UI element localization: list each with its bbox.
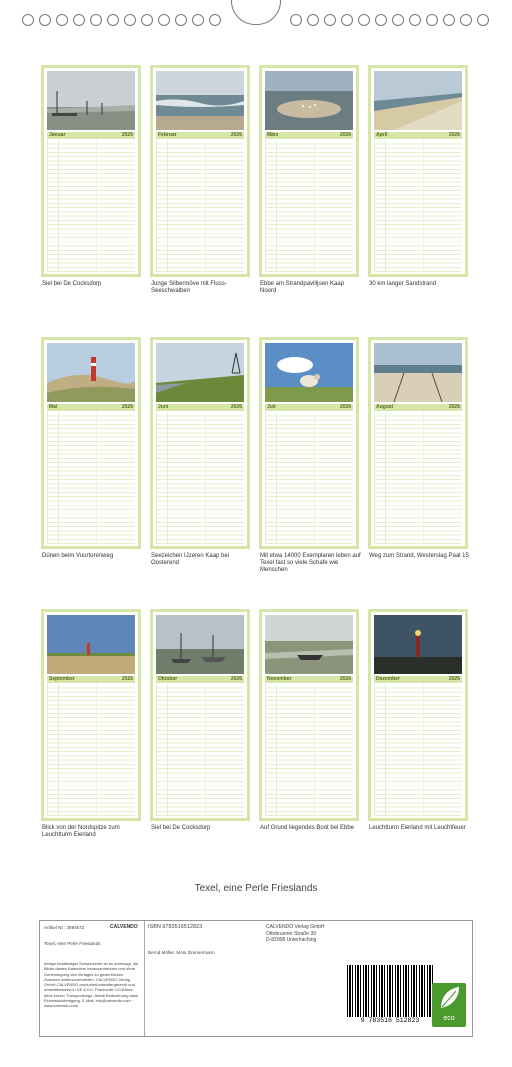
month-year: 2026: [121, 676, 133, 682]
publisher-line-1: CALVENDO Verlag GmbH: [266, 924, 325, 930]
month-card: [259, 337, 359, 549]
short-title: Texel, eine Perle Frieslands: [44, 941, 101, 946]
barcode: [347, 965, 433, 1025]
calvendo-logo: CALVENDO: [110, 924, 138, 930]
month-photo: [374, 343, 462, 402]
day-grid: [374, 140, 462, 272]
binding-holes: [0, 14, 512, 28]
month-header: [374, 404, 462, 411]
month-header: [47, 404, 135, 411]
leaf-icon: [432, 983, 466, 1013]
day-grid: [156, 140, 244, 272]
month-card: [41, 609, 141, 821]
eco-badge: [432, 983, 466, 1027]
binding-hole: [22, 14, 34, 26]
month-name: Juli: [267, 404, 276, 410]
photo-caption: Mit etwa 14000 Exemplaren leben auf Texel fast so viele Schafe wie Menschen: [260, 553, 361, 573]
day-grid: [374, 684, 462, 816]
month-header: [47, 676, 135, 683]
binding-hole: [107, 14, 119, 26]
binding-hole: [90, 14, 102, 26]
publisher-line-2: Ottobrunner Straße 39: [266, 930, 317, 937]
month-name: Januar: [49, 132, 66, 138]
photo-caption: Siel bei De Cocksdorp: [151, 825, 211, 831]
binding-hole: [341, 14, 353, 26]
month-photo: [156, 343, 244, 402]
month-photo: [47, 71, 135, 130]
legal-note: Infolge beständiger Schutzrechte ist es untersagt, die Bilder dieses Kalenders herauszutrennen und ohne Genehmigung des Verlages zu gewerblichen Zwecken weiterzuverwerten. CALVENDO Verlag GmbH CALVENDO produziert kalendergerecht und umweltbewusst in DE & EU. Prachvolle CO-Bilanz dank kurzer Transportwege. Abfall-Reduzierung dank Einzelstückfertigung. E-Mail: info@calvendo.com · www.calvendo.com: [44, 961, 139, 1009]
day-grid: [265, 684, 353, 816]
binding-hole: [460, 14, 472, 26]
photo-caption: Seezeichen IJzeren Kaap bei Oosterend: [151, 553, 230, 566]
binding-hole: [141, 14, 153, 26]
month-photo: [47, 615, 135, 674]
month-name: Oktober: [158, 676, 178, 682]
month-name: März: [267, 132, 279, 138]
binding-hole: [477, 14, 489, 26]
month-header: [156, 132, 244, 139]
binding-hole: [392, 14, 404, 26]
month-name: August: [376, 404, 394, 410]
hanger-hook: [231, 0, 281, 25]
month-header: [374, 676, 462, 683]
month-name: Mai: [49, 404, 58, 410]
binding-hole: [158, 14, 170, 26]
month-year: 2026: [339, 404, 351, 410]
photo-caption: Blick von der Nordspitze zum Leuchtturm Eierland: [42, 825, 120, 838]
month-card: [150, 609, 250, 821]
photo-caption: Dünen beim Vuurtorenweg: [42, 553, 114, 559]
month-card: [368, 337, 468, 549]
month-name: September: [49, 676, 75, 682]
barcode-bars: [347, 965, 433, 1017]
month-card: [150, 337, 250, 549]
day-grid: [374, 412, 462, 544]
month-card: [150, 65, 250, 277]
month-year: 2026: [448, 404, 460, 410]
month-photo: [265, 615, 353, 674]
month-year: 2026: [230, 404, 242, 410]
photo-caption: Leuchtturm Eierland mit Leuchtfeuer: [369, 825, 466, 831]
binding-hole: [209, 14, 221, 26]
month-year: 2026: [339, 132, 351, 138]
day-grid: [47, 412, 135, 544]
publisher-line-3: D-82008 Unterhaching: [266, 937, 317, 943]
month-header: [265, 676, 353, 683]
eco-label: eco: [443, 1015, 455, 1022]
month-header: [265, 132, 353, 139]
isbn: ISBN 9783516512823: [148, 924, 203, 930]
month-header: [374, 132, 462, 139]
binding-hole: [175, 14, 187, 26]
month-card: [259, 65, 359, 277]
photo-caption: Auf Grund liegendes Boot bei Ebbe: [260, 825, 355, 831]
barcode-number: 9 783516 512823: [360, 1017, 420, 1024]
month-name: Februar: [158, 132, 177, 138]
authors: Bernd Müller, Moni Zimmermann: [148, 950, 215, 955]
photo-caption: Junge Silbermöve mit Fluss-Seeschwalben: [151, 281, 227, 294]
binding-hole: [73, 14, 85, 26]
month-photo: [156, 615, 244, 674]
month-year: 2026: [230, 676, 242, 682]
binding-hole: [426, 14, 438, 26]
binding-hole: [443, 14, 455, 26]
calendar-title: Texel, eine Perle Frieslands: [194, 883, 318, 894]
month-photo: [265, 71, 353, 130]
day-grid: [265, 140, 353, 272]
binding-hole: [358, 14, 370, 26]
photo-caption: Ebbe am Strandpavilljoen Kaap Noord: [260, 281, 345, 294]
binding-hole: [124, 14, 136, 26]
binding-hole: [39, 14, 51, 26]
month-name: November: [267, 676, 292, 682]
month-year: 2026: [121, 132, 133, 138]
photo-caption: 30 km langer Sandstrand: [369, 281, 437, 287]
month-card: [41, 337, 141, 549]
day-grid: [265, 412, 353, 544]
month-header: [47, 132, 135, 139]
day-grid: [156, 684, 244, 816]
day-grid: [156, 412, 244, 544]
article-panel: [40, 921, 145, 1036]
binding-hole: [290, 14, 302, 26]
month-year: 2026: [339, 676, 351, 682]
binding-hole: [192, 14, 204, 26]
day-grid: [47, 140, 135, 272]
month-header: [265, 404, 353, 411]
photo-caption: Siel bei De Cocksdorp: [42, 281, 102, 287]
back-cover-info: [39, 920, 473, 1037]
month-year: 2026: [121, 404, 133, 410]
day-grid: [47, 684, 135, 816]
month-photo: [374, 615, 462, 674]
binding-hole: [307, 14, 319, 26]
article-number: Artikel Nr.: 3694572: [44, 925, 85, 930]
month-name: Juni: [158, 404, 169, 410]
month-card: [368, 609, 468, 821]
binding-hole: [409, 14, 421, 26]
month-photo: [374, 71, 462, 130]
month-photo: [47, 343, 135, 402]
month-header: [156, 676, 244, 683]
binding-hole: [375, 14, 387, 26]
month-card: [368, 65, 468, 277]
month-card: [259, 609, 359, 821]
month-year: 2026: [448, 676, 460, 682]
month-name: April: [376, 132, 388, 138]
month-photo: [156, 71, 244, 130]
publisher-address: [266, 924, 356, 944]
month-photo: [265, 343, 353, 402]
month-name: Dezember: [376, 676, 400, 682]
photo-caption: Weg zum Strand, Westerslag Paal 15: [369, 553, 469, 559]
isbn-panel: [148, 924, 266, 955]
binding-hole: [56, 14, 68, 26]
month-year: 2026: [230, 132, 242, 138]
month-header: [156, 404, 244, 411]
month-year: 2026: [448, 132, 460, 138]
month-card: [41, 65, 141, 277]
binding-hole: [324, 14, 336, 26]
